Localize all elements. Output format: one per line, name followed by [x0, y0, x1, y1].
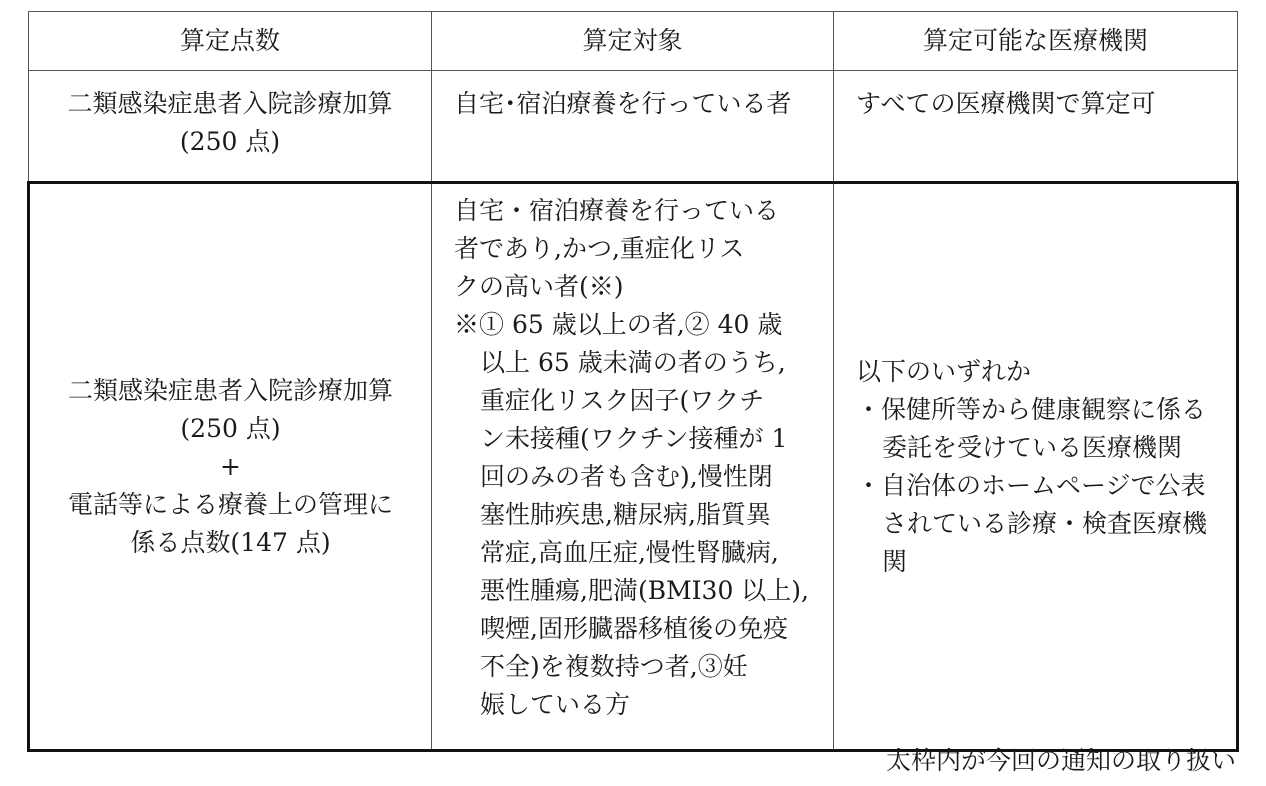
target-line: 自宅・宿泊療養を行っている	[454, 196, 780, 225]
target-line: 者であり,かつ,重症化リス	[454, 234, 745, 263]
target-note-line: ※① 65 歳以上の者,② 40 歳	[454, 310, 783, 339]
target-note-line: 重症化リスク因子(ワクチ	[480, 386, 765, 415]
target-note-line: 不全)を複数持つ者,③妊	[480, 652, 748, 681]
billing-table	[27, 11, 1239, 752]
row2-points-value: (250 点)	[180, 413, 281, 443]
target-note-line: 回のみの者も含む),慢性閉	[480, 462, 773, 491]
institutions-intro: 以下のいずれか	[856, 356, 1032, 386]
plus-sign: +	[220, 451, 241, 481]
row1-target-text: 自宅･宿泊療養を行っている者	[454, 89, 792, 118]
row2-institutions-cell	[834, 183, 1238, 751]
row1-target-cell	[432, 71, 834, 183]
row2-target-cell	[432, 183, 834, 751]
row1-institutions-text: すべての医療機関で算定可	[856, 89, 1156, 118]
footnote: 太枠内が今回の通知の取り扱い	[885, 746, 1236, 775]
target-note-line: 悪性腫瘍,肥満(BMI30 以上),	[480, 576, 810, 605]
row1-points-line: 二類感染症患者入院診療加算	[67, 89, 393, 118]
row2-points-line: 電話等による療養上の管理に	[67, 489, 393, 519]
row2-points-line: 二類感染症患者入院診療加算	[67, 375, 393, 405]
institutions-item: ・保健所等から健康観察に係る委託を受けている医療機関	[856, 394, 1207, 462]
row1-points-cell	[29, 71, 432, 183]
target-note-line: 常症,高血圧症,慢性腎臓病,	[480, 538, 779, 567]
target-note-line: 娠している方	[480, 690, 631, 719]
institutions-item: ・自治体のホームページで公表されている診療・検査医療機関	[856, 470, 1208, 576]
target-note-line: ン未接種(ワクチン接種が 1	[480, 424, 788, 453]
target-note-line: 喫煙,固形臓器移植後の免疫	[480, 614, 788, 643]
header-points: 算定点数	[29, 12, 432, 71]
target-line: クの高い者(※)	[454, 272, 624, 301]
header-row	[29, 12, 1238, 71]
header-institutions: 算定可能な医療機関	[834, 12, 1238, 71]
target-note-line: 以上 65 歳未満の者のうち,	[480, 348, 786, 377]
table-row	[29, 71, 1238, 183]
table-row	[29, 183, 1238, 751]
row2-points-line: 係る点数(147 点)	[130, 527, 331, 557]
row1-points-value: (250 点)	[179, 127, 281, 156]
header-target: 算定対象	[432, 12, 834, 71]
row1-institutions-cell	[834, 71, 1238, 183]
target-note-line: 塞性肺疾患,糖尿病,脂質異	[480, 500, 771, 529]
row2-points-cell	[29, 183, 432, 751]
